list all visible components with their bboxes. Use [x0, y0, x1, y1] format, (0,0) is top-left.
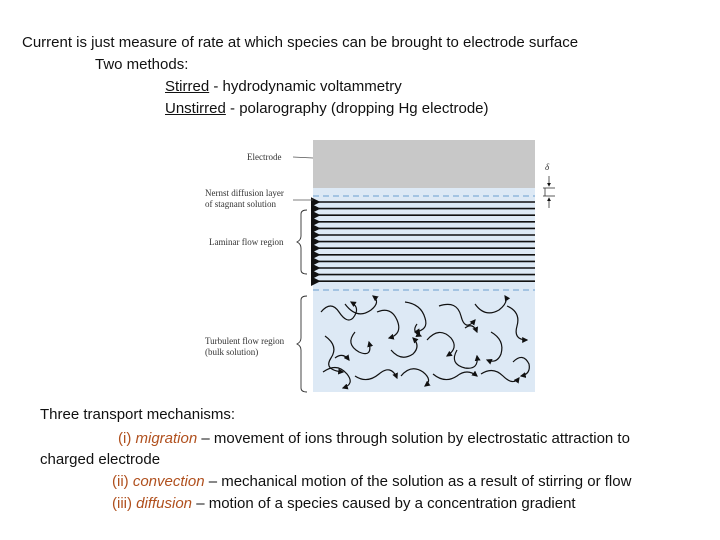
methods-heading: Two methods:: [95, 56, 189, 73]
mechanism-diffusion: [112, 495, 576, 513]
turbulent-bracket: [297, 296, 307, 392]
mechanism-3-num: (iii): [112, 495, 137, 512]
intro-line: Current is just measure of rate at which species can be brought to electrode surface: [22, 34, 579, 51]
laminar-label: Laminar flow region: [209, 237, 284, 247]
electrode-block: [313, 140, 535, 188]
turbulent-label-1: Turbulent flow region: [205, 336, 285, 346]
electrode-label: Electrode: [247, 152, 282, 162]
mechanisms-heading: Three transport mechanisms:: [40, 406, 236, 423]
stirred-desc: - hydrodynamic voltammetry: [209, 78, 402, 95]
mechanism-1-num: (i): [118, 430, 136, 447]
mechanism-1-term: migration: [135, 430, 198, 447]
mechanism-2-term: convection: [132, 473, 205, 490]
mechanism-3-term: diffusion: [136, 495, 193, 512]
laminar-bracket: [297, 210, 307, 274]
nernst-label-2: of stagnant solution: [205, 199, 276, 209]
mechanism-migration: [118, 430, 630, 448]
unstirred-method: [165, 100, 489, 118]
mechanism-migration-cont: charged electrode: [40, 451, 161, 468]
mechanism-2-num: (ii): [112, 473, 133, 490]
mechanism-2-desc: – mechanical motion of the solution as a result of stirring or flow: [204, 473, 632, 490]
mechanism-3-desc: – motion of a species caused by a concentration gradient: [192, 495, 576, 512]
delta-label: δ: [545, 162, 550, 172]
stirred-term: Stirred: [165, 78, 210, 95]
unstirred-desc: - polarography (dropping Hg electrode): [225, 100, 489, 117]
electrode-diagram: [195, 136, 565, 398]
unstirred-term: Unstirred: [165, 100, 226, 117]
turbulent-label-2: (bulk solution): [205, 347, 259, 357]
mechanism-1-desc: – movement of ions through solution by electrostatic attraction to: [197, 430, 630, 447]
mechanism-convection: [112, 473, 631, 491]
nernst-label-1: Nernst diffusion layer: [205, 188, 284, 198]
stirred-method: [165, 78, 402, 96]
